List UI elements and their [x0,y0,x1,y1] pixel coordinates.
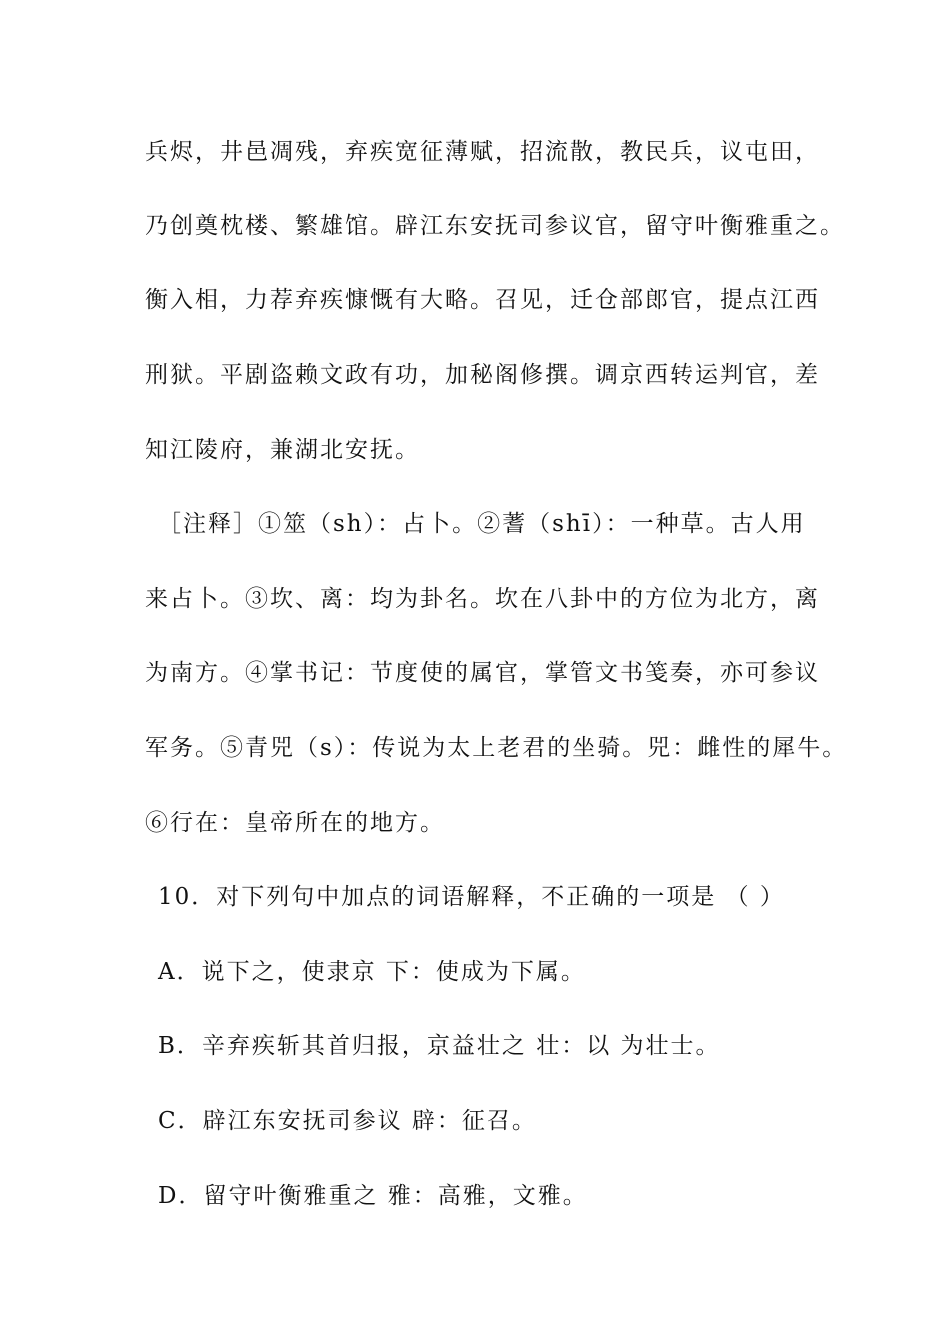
text-line-3: 衡入相，力荐弃疾慷慨有大略。召见，迁仓部郎官，提点江西 [145,287,820,313]
annotation-line-2: 来占卜。③坎、离：均为卦名。坎在八卦中的方位为北方，离 [145,586,820,612]
option-d: D．留守叶衡雅重之 雅：高雅，文雅。 [158,1183,588,1209]
question-stem: 10．对下列句中加点的词语解释，不正确的一项是 （ ） [158,884,785,910]
annotation-line-5: ⑥行在：皇帝所在的地方。 [145,810,445,836]
annotation-line-3: 为南方。④掌书记：节度使的属官，掌管文书笺奏，亦可参议 [145,660,820,686]
option-b: B．辛弃疾斩其首归报，京益壮之 壮：以 为壮士。 [158,1033,721,1059]
text-line-2: 乃创奠枕楼、繁雄馆。辟江东安抚司参议官，留守叶衡雅重之。 [145,213,845,239]
annotation-line-1: ［注释］①筮（sh）：占卜。②蓍（shī）：一种草。古人用 [158,511,806,537]
option-c: C．辟江东安抚司参议 辟：征召。 [158,1108,537,1134]
text-line-1: 兵烬，井邑凋残，弃疾宽征薄赋，招流散，教民兵，议屯田， [145,139,820,165]
option-a: A．说下之，使隶京 下：使成为下属。 [158,959,586,985]
annotation-line-4: 军务。⑤青兕（s）：传说为太上老君的坐骑。兕：雌性的犀牛。 [145,735,848,761]
text-line-5: 知江陵府，兼湖北安抚。 [145,437,420,463]
text-line-4: 刑狱。平剧盗赖文政有功，加秘阁修撰。调京西转运判官，差 [145,362,820,388]
